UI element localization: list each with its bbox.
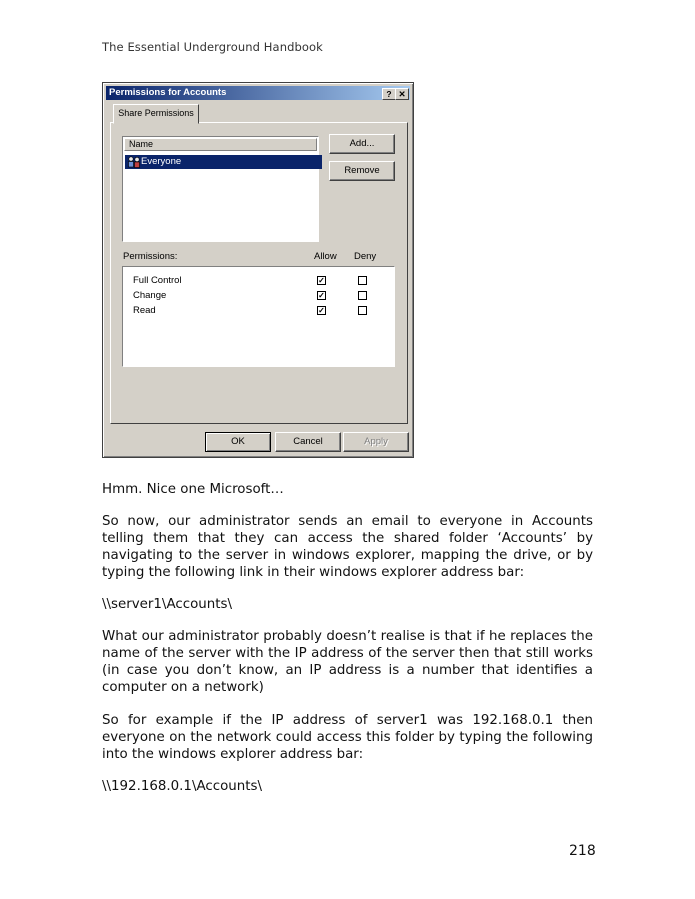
close-button[interactable]: ✕ xyxy=(395,88,409,100)
cancel-button[interactable]: Cancel xyxy=(275,432,341,452)
permission-name: Change xyxy=(133,290,167,301)
allow-checkbox[interactable]: ✓ xyxy=(318,276,325,285)
permissions-list[interactable] xyxy=(122,266,395,367)
deny-checkbox[interactable] xyxy=(358,291,367,300)
tab-share-permissions[interactable]: Share Permissions xyxy=(113,104,199,124)
allow-checkbox[interactable]: ✓ xyxy=(318,306,325,315)
help-button[interactable]: ? xyxy=(382,88,396,100)
unc-path-server: \\server1\Accounts\ xyxy=(102,597,232,612)
names-list[interactable] xyxy=(122,136,319,242)
paragraph: So now, our administrator sends an email to everyone in Accounts telling them that they can access the shared folder ‘Accounts’ by navigating to the server in windows explorer, mapping the drive, or by typing the following link in their windows explorer address bar: xyxy=(102,514,593,580)
permissions-label: Permissions: xyxy=(123,251,178,262)
list-item-everyone[interactable] xyxy=(125,155,322,169)
unc-path-ip: \\192.168.0.1\Accounts\ xyxy=(102,779,263,794)
page-number: 218 xyxy=(569,843,596,859)
permissions-dialog xyxy=(102,82,414,458)
permission-name: Read xyxy=(133,305,156,316)
ok-button[interactable]: OK xyxy=(205,432,271,452)
group-icon xyxy=(127,156,141,168)
allow-column-label: Allow xyxy=(314,251,337,262)
running-header: The Essential Underground Handbook xyxy=(102,40,323,54)
deny-checkbox[interactable] xyxy=(358,306,367,315)
remove-button[interactable]: Remove xyxy=(329,161,395,181)
add-button[interactable]: Add... xyxy=(329,134,395,154)
name-column-header[interactable]: Name xyxy=(124,138,317,151)
dialog-title: Permissions for Accounts xyxy=(109,87,227,98)
permission-name: Full Control xyxy=(133,275,182,286)
apply-button[interactable]: Apply xyxy=(343,432,409,452)
paragraph: So for example if the IP address of server1 was 192.168.0.1 then everyone on the network could access this folder by typing the following into the windows explorer address bar: xyxy=(102,713,593,762)
dialog-titlebar[interactable] xyxy=(106,86,410,100)
paragraph: Hmm. Nice one Microsoft… xyxy=(102,482,284,497)
list-item-label: Everyone xyxy=(141,156,182,167)
deny-checkbox[interactable] xyxy=(358,276,367,285)
paragraph: What our administrator probably doesn’t realise is that if he replaces the name of the server with the IP address of the server then that still works (in case you don’t know, an IP address is a number that identifies a computer on a network) xyxy=(102,629,593,695)
allow-checkbox[interactable]: ✓ xyxy=(318,291,325,300)
deny-column-label: Deny xyxy=(354,251,377,262)
